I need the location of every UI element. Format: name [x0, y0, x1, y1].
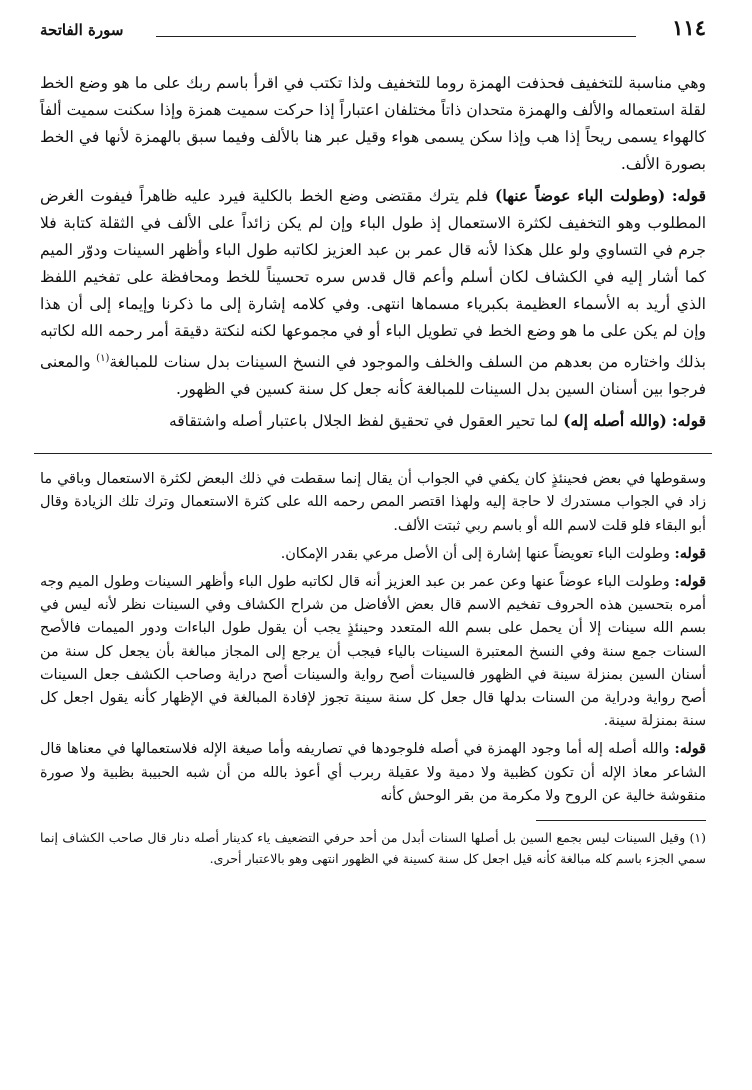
commentary-text: فلم يترك مقتضى وضع الخط بالكلية فيرد عليه ظاهراً فيفوت الغرض المطلوب وهو التخفيف لكثرة الاستعمال إذ طول الباء وإن لم يكن زائداً على الألف في الثقلة كتابة فلا جرم في التساوي ولو علل هكذا لأنه قال عمر بن عبد العزيز لكاتبه طول الباء وأظهر السينات ودوّر الميم كما أشار إليه في الكشاف لكان أسلم وأعم قال قدس سره تحسيناً للخط ومحافظة على تفخيم اللفظ الذي أريد به الأسماء العظيمة بكبرياء مسماها انتهى. وفي كلامه إشارة إلى ما ذكرنا وإيماء إلى أن هذا وإن لم يكن على ما هو وضع الخط في تطويل الباء أو في مجموعها لكنه لنكتة دقيقة أمر رحمه الله لكاتبه بذلك واختاره من بعدهم من السلف والخلف والموجود في النسخ السينات بدل سنات للمبالغة: [40, 187, 706, 372]
qawl-label: قوله:: [671, 411, 706, 431]
footnotes: [40, 827, 706, 869]
main-paragraph: [40, 182, 706, 403]
qawl-label: قوله:: [674, 545, 706, 562]
lemma: (والله أصله إله): [563, 411, 667, 431]
qawl-label: قوله:: [674, 573, 707, 590]
footnote-rule: [536, 820, 706, 821]
gloss-paragraph: [40, 738, 706, 808]
page-header: [40, 14, 706, 42]
qawl-label: قوله:: [671, 186, 706, 205]
page-number: ١١٤: [672, 15, 706, 40]
gloss-text: [40, 468, 706, 808]
footnote-marker: (١): [96, 353, 110, 364]
gloss-body: وطولت الباء تعويضاً عنها إشارة إلى أن الأصل مرعي بقدر الإمكان.: [280, 545, 670, 562]
gloss-body: وطولت الباء عوضاً عنها وعن عمر بن عبد العزيز أنه قال لكاتبه طول الباء وأظهر السينات وطول الميم وجه أمره بتحسين هذه الحروف تفخيم الاسم قال بعض الأفاضل من شراح الكشاف وفي السينات نظر لأنه ليس في بسم الله سينات إلا أن يحمل على بسم الله المتعدد وحينئذٍ يجب أن يقول طول الباءات ودور الميمات فالأصح السنات جمع سنة وفي النسخ المعتبرة السينات بالياء فيجب أن يرجع إلى المجاز مبالغة بأن يجعل كل سنة من أسنان السين بمنزلة سينة في الظهور فالسينات أصح رواية والسينات أصح دراية وصاحب الكشف جعل السينات أصح رواية ودراية من السنات بدلها قال جعل كل سنة سينة تجوز لإفادة المبالغة في الإظهار كأنه يقول اجعل كل سنة بمنزلة سينة.: [40, 573, 706, 730]
main-paragraph: [40, 407, 706, 435]
gloss-paragraph: [40, 543, 706, 566]
qawl-label: قوله:: [674, 741, 706, 758]
footnote-number: (١): [689, 830, 706, 845]
lemma: (وطولت الباء عوضاً عنها): [495, 186, 666, 205]
footnote: [40, 827, 706, 869]
gloss-paragraph: وسقوطها في بعض فحينئذٍ كان يكفي في الجواب أن يقال إنما سقطت في ذلك البعض لكثرة الاستعمال وباقي ما زاد في الجواب مستدرك لا حاجة إليه ولهذا اقتصر المص رحمه الله على كثرة الاستعمال وترك تلك الزيادة وقال أبو البقاء فلو قلت لاسم الله أو باسم ربي ثبتت الألف.: [40, 471, 706, 534]
footnote-text: وقيل السينات ليس بجمع السين بل أصلها السنات أبدل من أحد حرفي التضعيف ياء كدينار أصله دنار قال صاحب الكشاف إنما سمي الجزء باسم كله مبالغة كأنه قيل اجعل كل سنة كسينة في الظهور انتهى وهو بالاعتبار أحرى.: [40, 830, 706, 866]
gloss-body: والله أصله إله أما وجود الهمزة في أصله فلوجودها في تصاريفه وأما صيغة الإله فلاستعمالها في معناها قال الشاعر معاذ الإله أن تكون كظبية ولا دمية ولا عقيلة ربرب أي أعوذ بالله من أن شبه الحبيبة بظبية ولا صورة منقوشة خالية عن الروح ولا مكرمة من بقر الوحش كأنه: [40, 741, 706, 804]
main-paragraph: وهي مناسبة للتخفيف فحذفت الهمزة روما للتخفيف ولذا تكتب في اقرأ باسم ربك على ما هو وضع الخط لقلة استعماله والألف والهمزة متحدان ذاتاً مختلفان اعتباراً إذا حركت سميت همزة وإذا سكنت سميت ألفاً كالهواء يسمى ريحاً إذا هب وإذا سكن يسمى هواء وقيل عبر هنا بالألف وفيما سبق بالهمزة لأنها في الخط بصورة الألف.: [40, 74, 706, 173]
commentary-text: والمعنى فرجوا بين أسنان السين بدل السينات للمبالغة كأنه جعل كل سنة كسين في الظهور.: [40, 353, 706, 399]
surah-title: سورة الفاتحة: [40, 21, 124, 39]
main-text: [40, 70, 706, 435]
section-divider: [34, 453, 712, 454]
header-rule: [156, 36, 636, 37]
commentary-text: لما تحير العقول في تحقيق لفظ الجلال باعتبار أصله واشتقاقه: [168, 412, 559, 431]
gloss-paragraph: [40, 571, 706, 733]
